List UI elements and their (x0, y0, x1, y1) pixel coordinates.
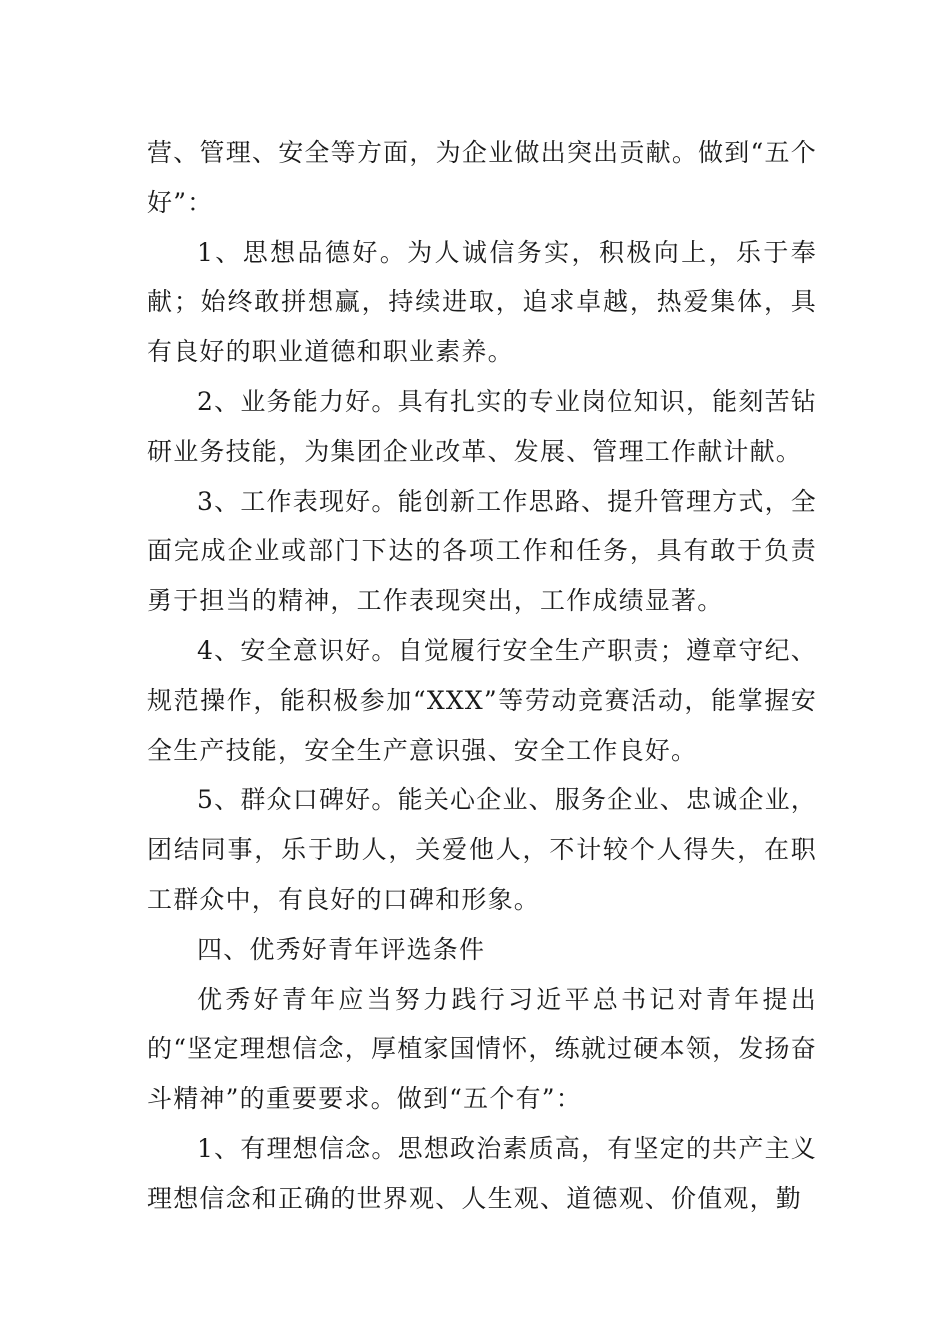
paragraph-continuation: 营、管理、安全等方面，为企业做出突出贡献。做到“五个好”： (147, 138, 817, 217)
document-body (147, 128, 817, 1224)
paragraph-safety-awareness: 4、安全意识好。自觉履行安全生产职责；遵章守纪、规范操作，能积极参加“XXX”等劳动竞赛活动，能掌握安全生产技能，安全生产意识强、安全工作良好。 (147, 635, 817, 765)
section-heading: 四、优秀好青年评选条件 (197, 934, 486, 964)
paragraph-ideals: 1、有理想信念。思想政治素质高，有坚定的共产主义理想信念和正确的世界观、人生观、道德观、价值观，勤 (147, 1133, 817, 1213)
paragraph-reputation: 5、群众口碑好。能关心企业、服务企业、忠诚企业，团结同事，乐于助人，关爱他人，不计较个人得失，在职工群众中，有良好的口碑和形象。 (147, 785, 817, 914)
paragraph-moral-character: 1、思想品德好。为人诚信务实，积极向上，乐于奉献；始终敢拼想赢，持续进取，追求卓越，热爱集体，具有良好的职业道德和职业素养。 (147, 237, 817, 367)
paragraph-business-ability: 2、业务能力好。具有扎实的专业岗位知识，能刻苦钻研业务技能，为集团企业改革、发展、管理工作献计献。 (147, 386, 817, 466)
paragraph-youth-intro: 优秀好青年应当努力践行习近平总书记对青年提出的“坚定理想信念，厚植家国情怀，练就过硬本领，发扬奋斗精神”的重要要求。做到“五个有”： (147, 984, 817, 1114)
paragraph-work-performance: 3、工作表现好。能创新工作思路、提升管理方式，全面完成企业或部门下达的各项工作和任务，具有敢于负责勇于担当的精神，工作表现突出，工作成绩显著。 (147, 486, 817, 616)
